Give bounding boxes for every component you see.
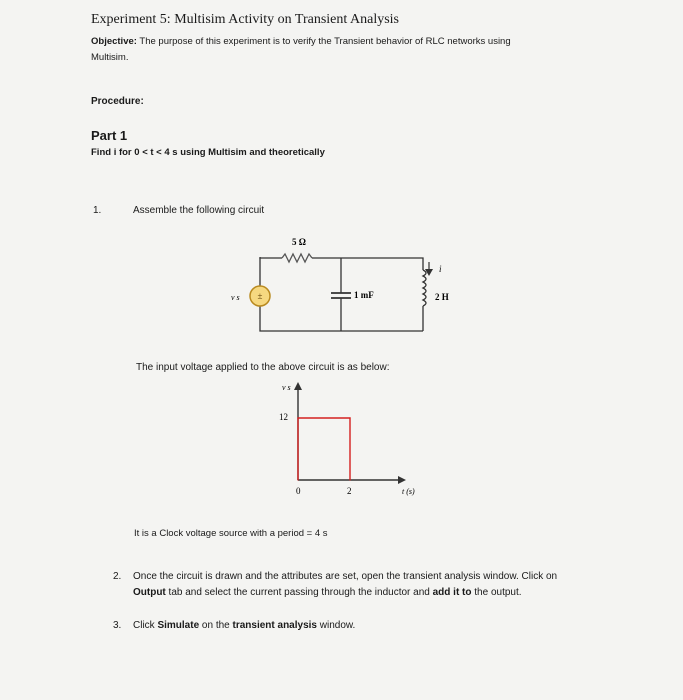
waveform-point bbox=[349, 479, 350, 480]
part-title: Part 1 bbox=[91, 128, 128, 143]
waveform-point bbox=[349, 417, 350, 418]
x-tick-0: 0 bbox=[296, 486, 301, 496]
capacitor-label: 1 mF bbox=[354, 290, 374, 300]
objective-text: The purpose of this experiment is to verify the Transient behavior of RLC networks using Multisim. bbox=[91, 36, 511, 63]
objective bbox=[91, 34, 531, 66]
x-axis-label: t (s) bbox=[402, 487, 415, 496]
step-2-part-b: tab and select the current passing through the inductor and bbox=[165, 587, 433, 598]
step-2-part-a: Once the circuit is drawn and the attributes are set, open the transient analysis window. Click on bbox=[133, 571, 558, 582]
input-voltage-caption: The input voltage applied to the above circuit is as below: bbox=[136, 362, 390, 373]
wire-top-right bbox=[312, 258, 423, 270]
step-3-transient-analysis: transient analysis bbox=[232, 620, 317, 631]
step-2-add-it-to: add it to bbox=[432, 587, 472, 598]
source-label: v s bbox=[231, 293, 240, 302]
resistor-zigzag bbox=[282, 254, 312, 262]
x-axis-arrow bbox=[398, 476, 406, 484]
x-tick-2: 2 bbox=[347, 486, 352, 496]
step-3-part-c: window. bbox=[316, 620, 356, 631]
objective-label: Objective: bbox=[91, 36, 137, 47]
voltage-waveform-line bbox=[298, 418, 350, 480]
step-2-output-tab: Output bbox=[133, 587, 166, 598]
y-axis-label: v s bbox=[282, 383, 291, 392]
waveform-point bbox=[297, 479, 298, 480]
y-axis-arrow bbox=[294, 382, 302, 390]
wire-top-left bbox=[260, 257, 282, 258]
inductor-coil bbox=[423, 270, 426, 306]
input-voltage-chart bbox=[260, 380, 440, 510]
source-polarity: ± bbox=[257, 291, 263, 301]
step-1-text: Assemble the following circuit bbox=[133, 205, 265, 216]
procedure-label: Procedure: bbox=[91, 96, 144, 107]
step-3-number: 3. bbox=[113, 620, 122, 631]
step-3-simulate: Simulate bbox=[157, 620, 200, 631]
step-2-text bbox=[133, 569, 583, 601]
document-title: Experiment 5: Multisim Activity on Transient Analysis bbox=[91, 12, 400, 27]
clock-note: It is a Clock voltage source with a period = 4 s bbox=[134, 528, 328, 539]
current-label: i bbox=[439, 264, 442, 274]
step-3-part-b: on the bbox=[199, 620, 233, 631]
resistor-label: 5 Ω bbox=[292, 237, 306, 247]
step-2-number: 2. bbox=[113, 571, 122, 582]
inductor-label: 2 H bbox=[435, 292, 449, 302]
circuit-diagram bbox=[220, 228, 470, 338]
y-tick-12: 12 bbox=[279, 412, 288, 422]
find-instruction: Find i for 0 < t < 4 s using Multisim and theoretically bbox=[91, 147, 325, 158]
waveform-point bbox=[297, 417, 298, 418]
step-1-number: 1. bbox=[93, 205, 102, 216]
step-3-text bbox=[133, 618, 583, 634]
step-2-part-c: the output. bbox=[471, 587, 522, 598]
step-3-part-a: Click bbox=[133, 620, 158, 631]
